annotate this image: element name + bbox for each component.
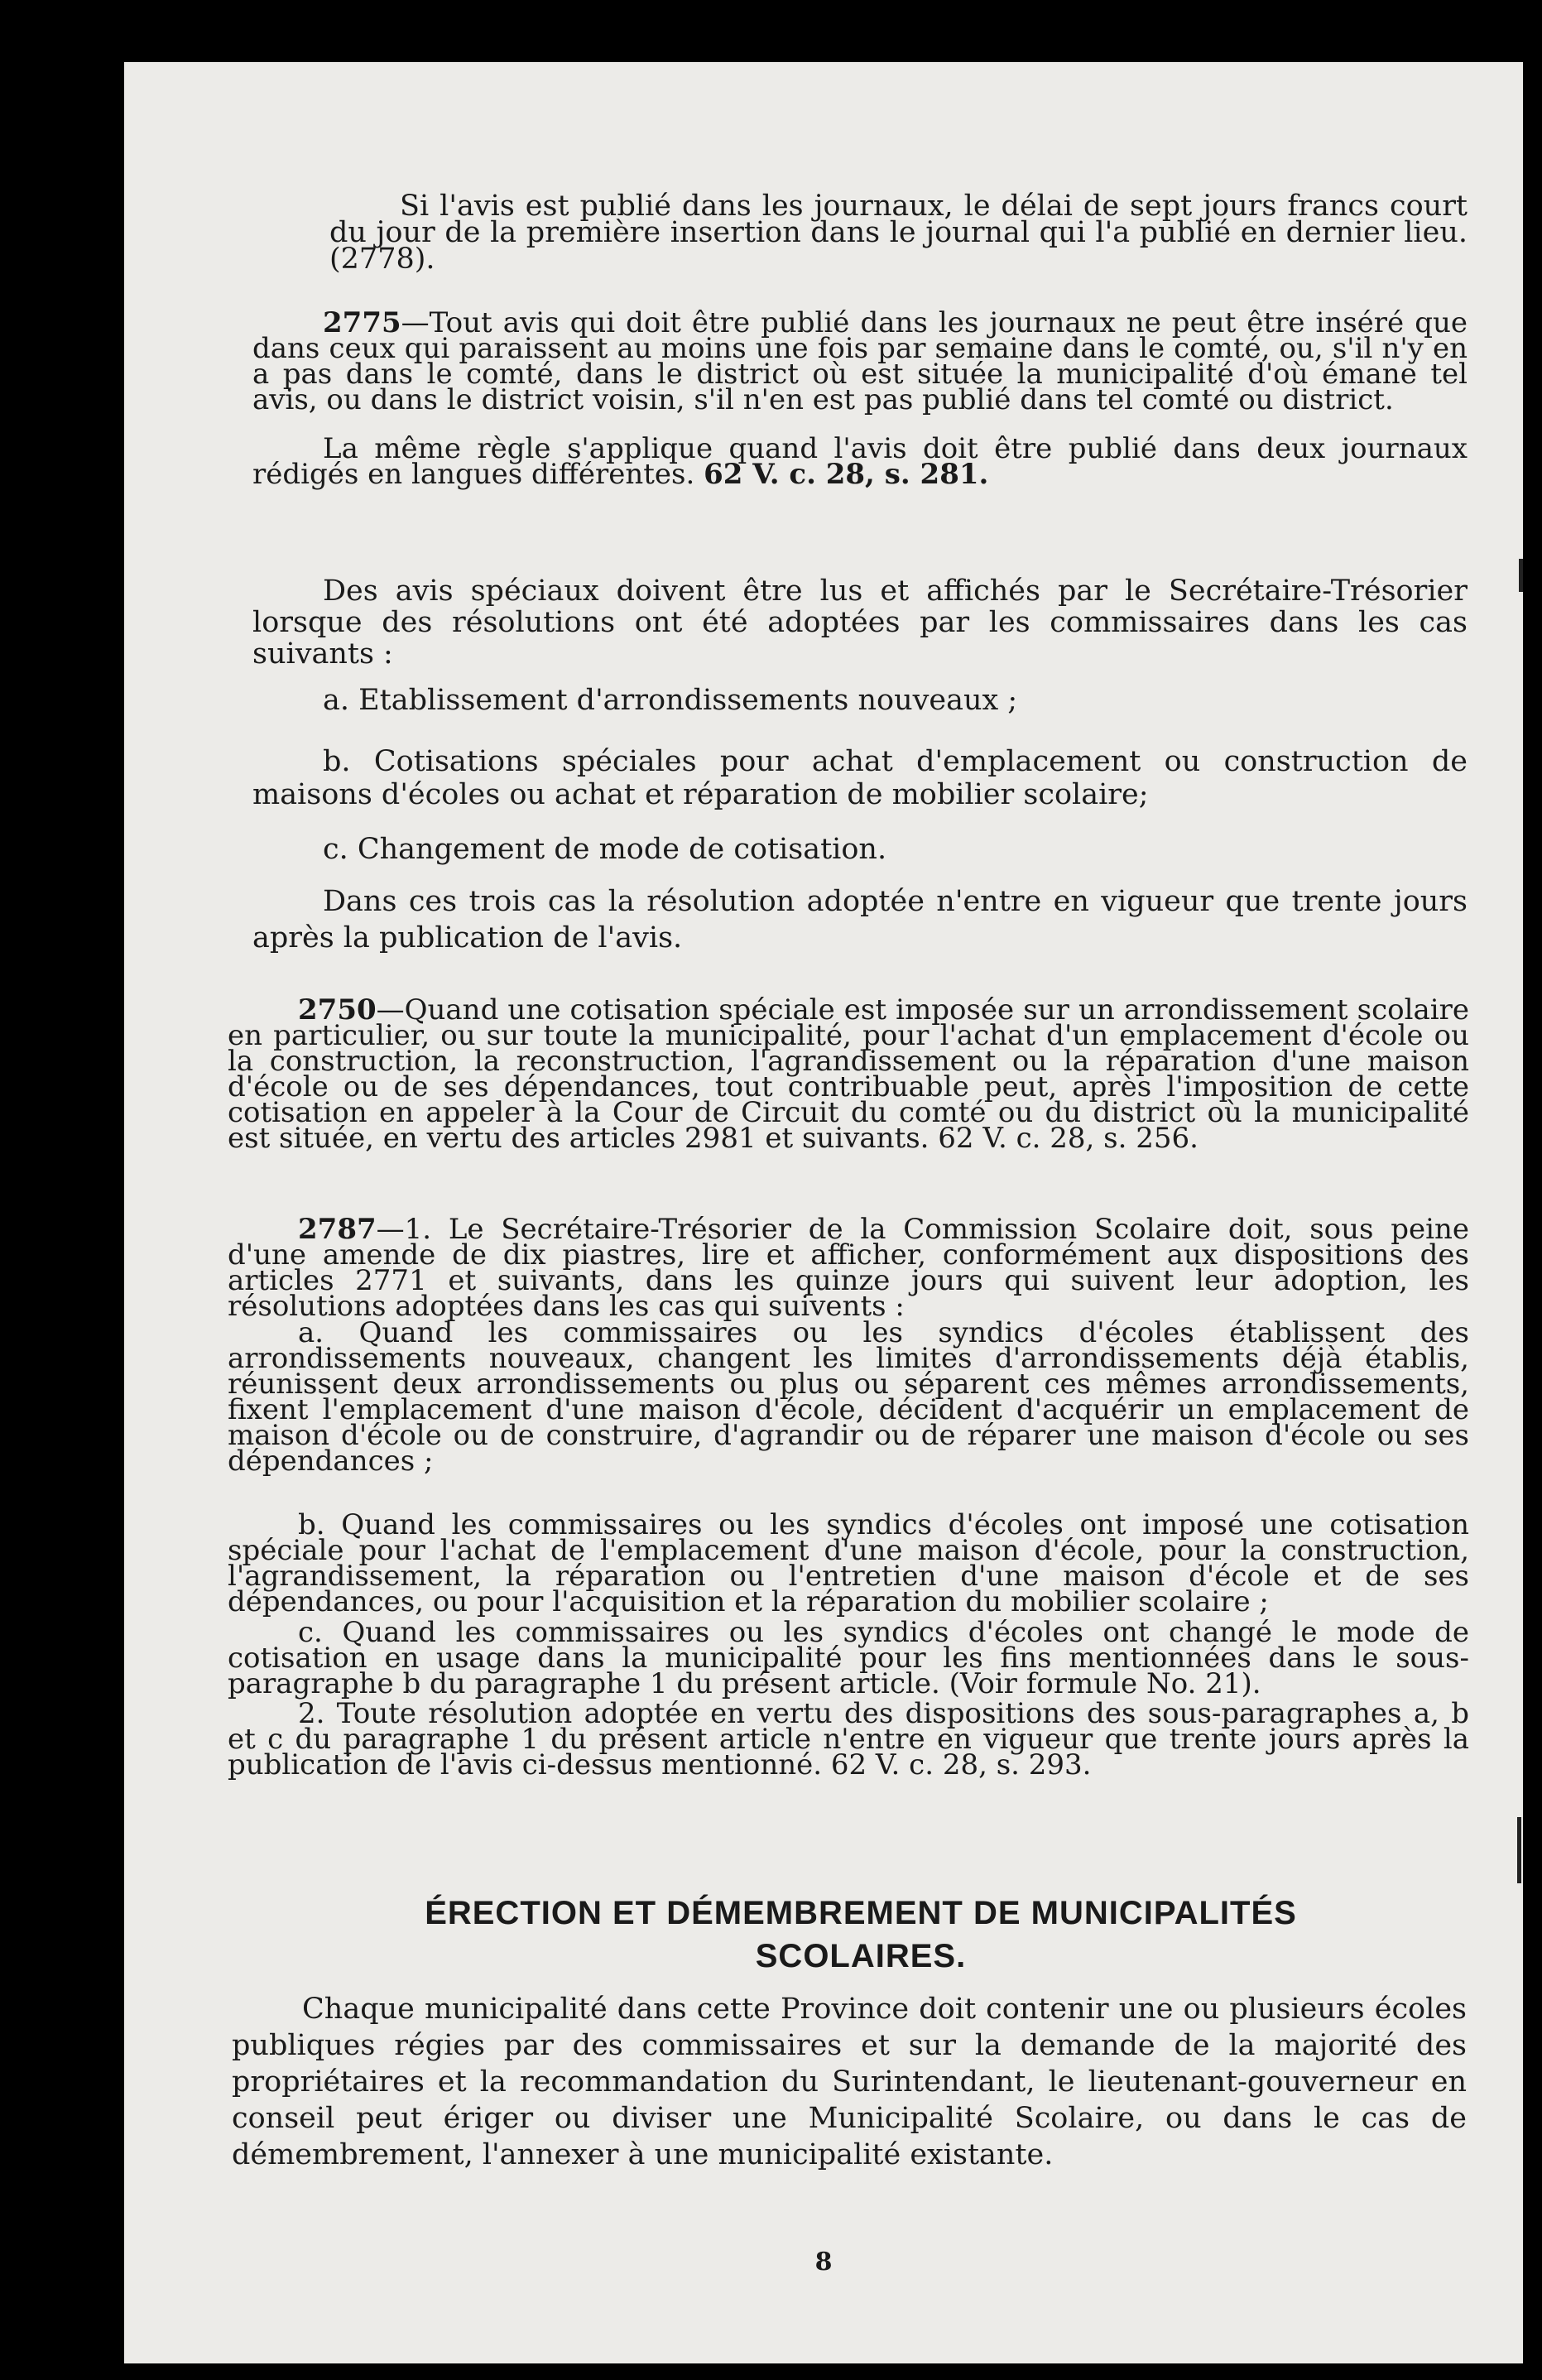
article-2787-item-b: b. Quand les commissaires ou les syndics d'écoles ont imposé une cotisation spéciale pour l'achat de l'emplacement d'une maison d'école, pour la construction, l'agrandissement, la réparation ou l'entretien d'une maison d'école et de ses dépendances, ou pour l'acquisition et la réparation du mobilier scolaire ; <box>228 1508 1469 1618</box>
section-heading <box>286 1892 1436 1978</box>
article-2775 <box>252 306 1468 416</box>
intro-paragraph: Si l'avis est publié dans les journaux, le délai de sept jours francs court du jour de la première insertion dans le journal qui l'a publié en dernier lieu. (2778). <box>329 190 1468 276</box>
special-item-c: c. Changement de mode de cotisation. <box>323 833 887 866</box>
margin-mark <box>1519 559 1523 592</box>
article-2787 <box>228 1213 1469 1323</box>
page-number: 8 <box>814 2248 833 2277</box>
article-text: —Tout avis qui doit être publié dans les journaux ne peut être inséré que dans ceux qui paraissent au moins une fois par semaine dans le comté, ou, s'il n'y en a pas dans le comté, dans le district où est située la municipalité d'où émane tel avis, ou dans le district voisin, s'il n'en est pas publié dans tel comté ou district. <box>252 306 1468 416</box>
article-2750 <box>228 993 1469 1155</box>
special-notices-intro: Des avis spéciaux doivent être lus et affichés par le Secrétaire-Trésorier lorsque des résolutions ont été adoptées par les commissaires dans les cas suivants : <box>252 575 1468 671</box>
margin-mark <box>1517 1817 1521 1883</box>
erection-paragraph: Chaque municipalité dans cette Province doit contenir une ou plusieurs écoles publiques régies par des commissaires et sur la demande de la majorité des propriétaires et la recommandation du Surintendant, le lieutenant-gouverneur en conseil peut ériger ou diviser une Municipalité Scolaire, ou dans le cas de démembrement, l'annexer à une municipalité existante. <box>232 1993 1467 2171</box>
article-2787-paragraph-2: 2. Toute résolution adoptée en vertu des dispositions des sous-paragraphes a, b et c du paragraphe 1 du présent article n'entre en vigueur que trente jours après la publication de l'avis ci-dessus mentionné. 62 V. c. 28, s. 293. <box>228 1697 1469 1781</box>
special-closing: Dans ces trois cas la résolution adoptée n'entre en vigueur que trente jours après la publication de l'avis. <box>252 885 1468 954</box>
legal-reference: 62 V. c. 28, s. 281. <box>704 458 989 491</box>
heading-line-2: SCOLAIRES. <box>755 1938 967 1974</box>
special-item-a: a. Etablissement d'arrondissements nouveaux ; <box>323 684 1018 717</box>
article-number: 2787 <box>298 1213 377 1246</box>
article-number: 2775 <box>323 306 401 339</box>
heading-line-1: ÉRECTION ET DÉMEMBREMENT DE MUNICIPALITÉS <box>425 1895 1297 1931</box>
article-number: 2750 <box>298 993 377 1027</box>
article-text: —Quand une cotisation spéciale est imposée sur un arrondissement scolaire en particulier, ou sur toute la municipalité, pour l'achat d'un emplacement d'école ou la construction, la reconstruction, l'agrandissement ou la réparation d'une maison d'école ou de ses dépendances, tout contribuable peut, après l'imposition de cette cotisation en appeler à la Cour de Circuit du comté ou du district où la municipalité est située, en vertu des articles 2981 et suivants. 62 V. c. 28, s. 256. <box>228 993 1469 1155</box>
article-text: —1. Le Secrétaire-Trésorier de la Commission Scolaire doit, sous peine d'une amende de dix piastres, lire et afficher, conformément aux dispositions des articles 2771 et suivants, dans les quinze jours qui suivent leur adoption, les résolutions adoptées dans les cas qui suivents : <box>228 1213 1469 1323</box>
special-item-b: b. Cotisations spéciales pour achat d'emplacement ou construction de maisons d'écoles ou achat et réparation de mobilier scolaire; <box>252 745 1468 811</box>
article-2787-item-c: c. Quand les commissaires ou les syndics d'écoles ont changé le mode de cotisation en usage dans la municipalité pour les fins mentionnées dans le sous-paragraphe b du paragraphe 1 du présent article. (Voir formule No. 21). <box>228 1616 1469 1700</box>
document-page <box>124 62 1523 2363</box>
article-2787-item-a: a. Quand les commissaires ou les syndics d'écoles établissent des arrondissements nouveaux, changent les limites d'arrondissements déjà établis, réunissent deux arrondissements ou plus ou séparent ces mêmes arrondissements, fixent l'emplacement d'une maison d'école, décident d'acquérir un emplacement de maison d'école ou de construire, d'agrandir ou de réparer une maison d'école ou ses dépendances ; <box>228 1316 1469 1478</box>
article-2775-paragraph-2 <box>252 432 1468 491</box>
paragraph-text: La même règle s'applique quand l'avis doit être publié dans deux journaux rédigés en langues différentes. <box>252 432 1468 491</box>
